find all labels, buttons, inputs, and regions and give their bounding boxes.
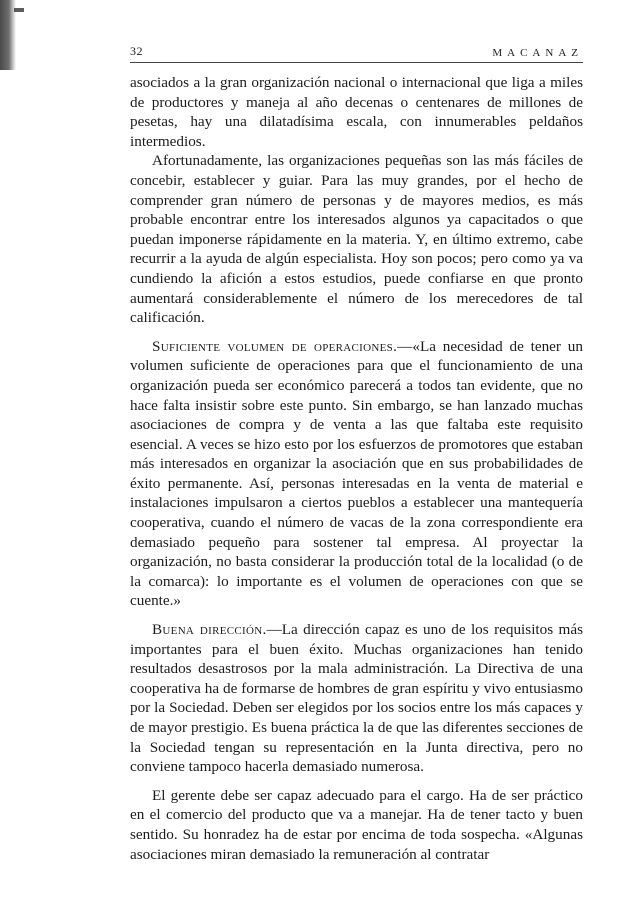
paragraph-2 [130,151,583,327]
paragraph-5 [130,786,583,864]
running-head: MACANAZ [492,47,583,59]
paragraph-3 [130,337,583,611]
paragraph-1 [130,73,583,151]
scan-edge-speck [14,8,24,12]
page-number: 32 [130,44,143,58]
section-heading-direccion: Buena dirección. [152,621,267,639]
paragraph-2-text: Afortunadamente, las organizaciones pequeñas son las más fáciles de concebir, establecer y guiar. Para las muy grandes, por el hecho de comprender gran número de personas y de mayores medios, es más probable encontrar entre los interesados algunos ya capacitados o que puedan imponerse rápidamente en la materia. Y, en último extremo, cabe recurrir a la ayuda de algún especialista. Hoy son pocos; pero como ya va cundiendo la afición a estos estudios, puede confiarse en que pronto aumentará considerablemente el número de los merecedores de tal calificación. [130,152,583,327]
body-text [130,73,583,864]
section-heading-volumen: Suficiente volumen de operaciones. [152,337,398,355]
paragraph-4-text: —La dirección capaz es uno de los requisitos más importantes para el buen éxito. Muchas organizaciones han tenido resultados desastrosos por la mala administración. La Directiva de una cooperativa ha de formarse de hombres de gran espíritu y vivo entusiasmo por la Sociedad. Deben ser elegidos por los socios entre los más capaces y de mayor prestigio. Es buena práctica la de que las diferentes secciones de la Sociedad tengan su representación en la Junta directiva, pero no conviene tampoco hacerla demasiado numerosa. [130,621,583,776]
book-page [130,44,583,864]
paragraph-1-text: asociados a la gran organización nacional o internacional que liga a miles de productores y maneja al año decenas o centenares de millones de pesetas, hay una dilatadísima escala, con innumerables peldaños intermedios. [130,74,583,150]
paragraph-5-text: El gerente debe ser capaz adecuado para el cargo. Ha de ser práctico en el comercio del producto que va a manejar. Ha de tener tacto y buen sentido. Su honradez ha de estar por encima de toda sospecha. «Algunas asociaciones miran demasiado la remuneración al contratar [130,786,583,863]
paragraph-4 [130,620,583,777]
page-header [130,44,583,63]
paragraph-3-text: —«La necesidad de tener un volumen suficiente de operaciones para que el funcionamiento de una organización pueda ser económico parecerá a todos tan evidente, que no hace falta insistir sobre este punto. Sin embargo, se han lanzado muchas asociaciones de compra y de venta a las que faltaba este requisito esencial. A veces se hizo esto por los esfuerzos de promotores que estaban más interesados en organizar la asociación que en sus probabilidades de éxito permanente. Así, personas interesadas en la venta de material e instalaciones impulsaron a ciertos pueblos a establecer una mantequería cooperativa, cuando el número de vacas de la zona correspondiente era demasiado pequeño para sostener tal empresa. Al proyectar la organización, no basta considerar la producción total de la localidad (o de la comarca): lo importante es el volumen de operaciones con que se cuente.» [130,337,583,610]
